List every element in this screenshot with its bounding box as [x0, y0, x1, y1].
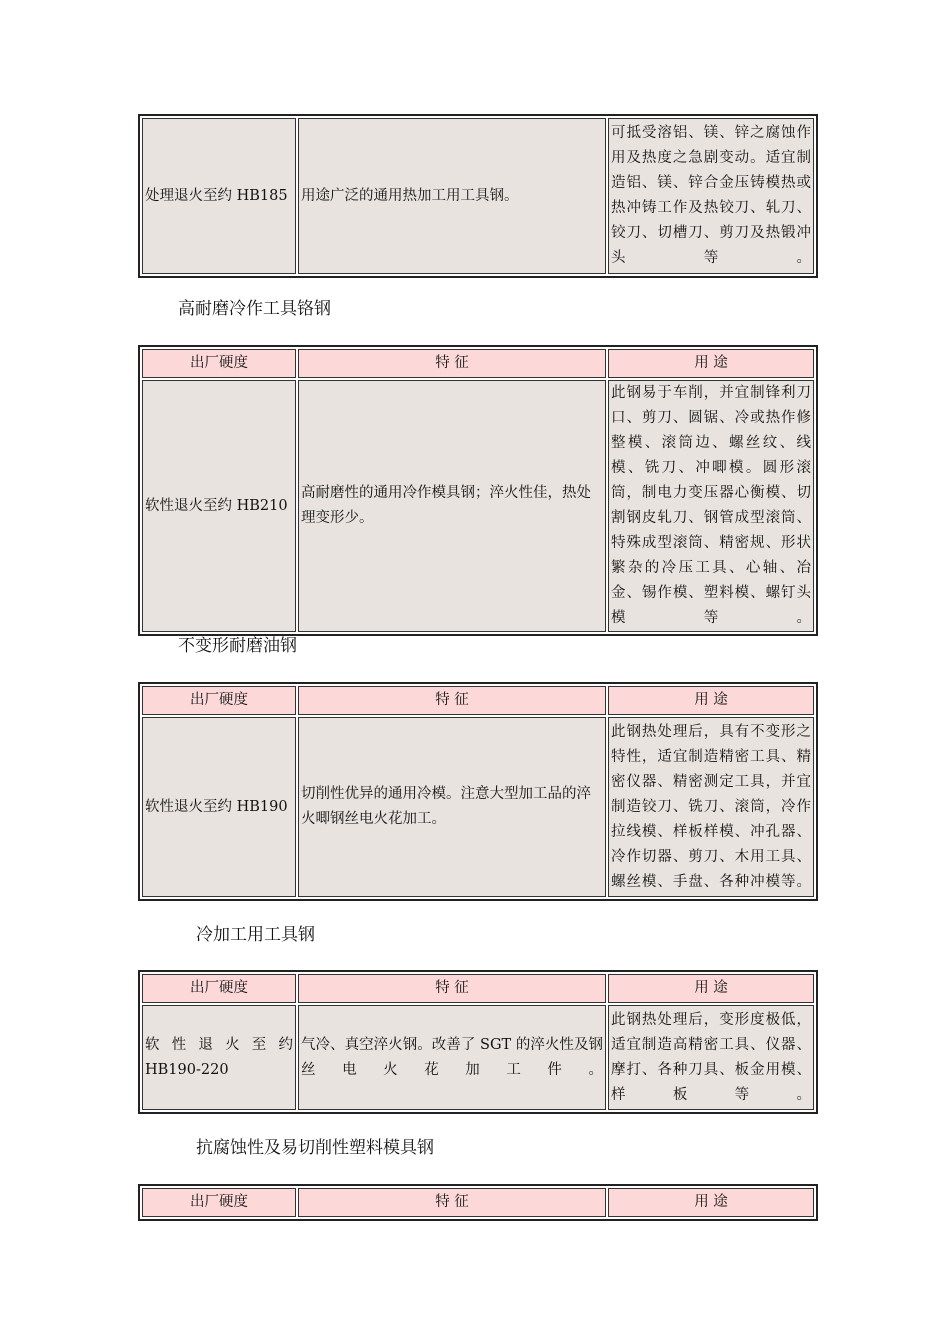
header-usage: 用 途 — [608, 974, 814, 1003]
plastic-mold-steel-table — [138, 1184, 818, 1221]
header-usage: 用 途 — [608, 686, 814, 715]
feature-cell: 切削性优异的通用冷模。注意大型加工品的淬火唧钢丝电火花加工。 — [298, 717, 606, 897]
header-usage: 用 途 — [608, 1188, 814, 1217]
hot-work-tool-steel-table — [138, 114, 818, 278]
section-title: 不变形耐磨油钢 — [178, 636, 297, 656]
header-hardness: 出厂硬度 — [142, 686, 296, 715]
section-title: 冷加工用工具钢 — [196, 925, 315, 945]
header-usage: 用 途 — [608, 349, 814, 378]
header-hardness: 出厂硬度 — [142, 1188, 296, 1217]
table-row — [142, 717, 814, 897]
header-feature: 特 征 — [298, 1188, 606, 1217]
non-deforming-oil-steel-table — [138, 682, 818, 901]
table-header-row — [142, 1188, 814, 1217]
section-title: 抗腐蚀性及易切削性塑料模具钢 — [196, 1138, 434, 1158]
header-feature: 特 征 — [298, 686, 606, 715]
table-row — [142, 118, 814, 274]
section-title: 高耐磨冷作工具铬钢 — [178, 299, 331, 319]
feature-cell: 高耐磨性的通用冷作模具钢；淬火性佳，热处理变形少。 — [298, 380, 606, 632]
hardness-cell: 处理退火至约 HB185 — [142, 118, 296, 274]
hardness-cell: 软性退火至约 HB210 — [142, 380, 296, 632]
hardness-cell: 软性退火至约 HB190 — [142, 717, 296, 897]
usage-cell: 此钢易于车削，并宜制锋利刀口、剪刀、圆锯、冷或热作修整模、滚筒边、螺丝纹、线模、铣刀、冲唧模。圆形滚筒，制电力变压器心衡模、切割钢皮轧刀、钢管成型滚筒、特殊成型滚筒、精密规、形状繁杂的冷压工具、心轴、冶金、锡作模、塑料模、螺钉头模等。 — [608, 380, 814, 632]
hardness-cell: 软 性 退 火 至 约 HB190-220 — [142, 1005, 296, 1110]
header-hardness: 出厂硬度 — [142, 974, 296, 1003]
table-header-row — [142, 349, 814, 378]
feature-cell: 气冷、真空淬火钢。改善了 SGT 的淬火性及钢丝电火花加工件。 — [298, 1005, 606, 1110]
chrome-cold-work-steel-table — [138, 345, 818, 636]
cold-work-tool-steel-table — [138, 970, 818, 1114]
table-header-row — [142, 686, 814, 715]
usage-cell: 可抵受溶铝、镁、锌之腐蚀作用及热度之急剧变动。适宜制造铝、镁、锌合金压铸模热或热冲铸工作及热铰刀、轧刀、铰刀、切槽刀、剪刀及热锻冲头等。 — [608, 118, 814, 274]
header-feature: 特 征 — [298, 974, 606, 1003]
usage-cell: 此钢热处理后，具有不变形之特性，适宜制造精密工具、精密仪器、精密测定工具，并宜制造铰刀、铣刀、滚筒，冷作拉线模、样板样模、冲孔器、冷作切器、剪刀、木用工具、螺丝模、手盘、各种冲模等。 — [608, 717, 814, 897]
header-hardness: 出厂硬度 — [142, 349, 296, 378]
feature-cell: 用途广泛的通用热加工用工具钢。 — [298, 118, 606, 274]
table-row — [142, 380, 814, 632]
table-row — [142, 1005, 814, 1110]
table-header-row — [142, 974, 814, 1003]
usage-cell: 此钢热处理后，变形度极低，适宜制造高精密工具、仪器、摩打、各种刀具、板金用模、样板等。 — [608, 1005, 814, 1110]
header-feature: 特 征 — [298, 349, 606, 378]
